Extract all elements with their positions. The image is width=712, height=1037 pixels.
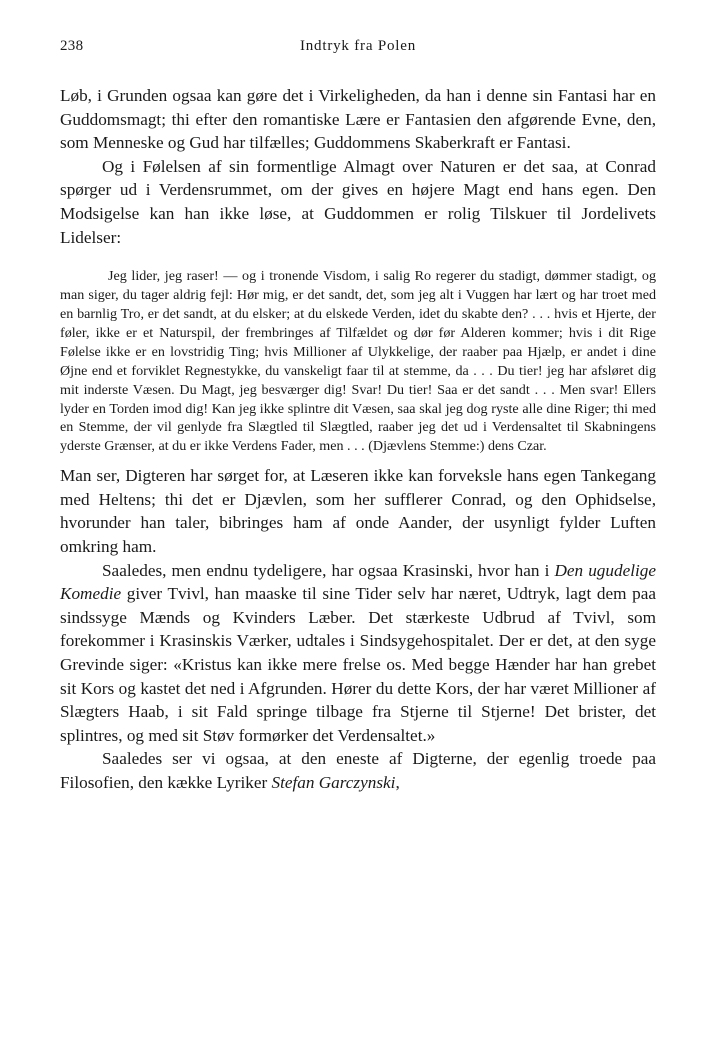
page-number: 238: [60, 38, 84, 54]
paragraph-5-text-b: ,: [395, 772, 400, 792]
poet-name: Stefan Garczynski: [271, 772, 396, 792]
page-body: [60, 84, 656, 795]
page-header: [60, 38, 656, 62]
block-quote: Jeg lider, jeg raser! — og i tronende Visdom, i salig Ro regerer du stadigt, dømmer stadigt, og man siger, du tager aldrig fejl: Hør mig, er det sandt, det, som jeg alt i Vuggen har lært og har troet med en barnlig Tro, er det sandt, at du elsker; at du elskede Verden, idet du skabte den? . . . hvis et Hjerte, der føler, ikke er et Naturspil, der frembringes af Tilfældet og dør før Alderen kommer; hvis i dit Rige Følelse ikke er en lovstridig Ting; hvis Millioner af Ulykkelige, der raaber paa Hjælp, er andet i dine Øjne end et forviklet Regnestykke, du vanskeligt faar til at stemme, da . . . Du tier! jeg har afsløret dig mit inderste Væsen. Du Magt, jeg besværger dig! Svar! Du tier! Saa er det sandt . . . Men svar! Ellers lyder en Torden imod dig! Kan jeg ikke splintre dit Væsen, saa skal jeg dog ryste alle dine Riger; thi med en Stemme, der vil genlyde fra Slægtled til Slægtled, raaber jeg det ud i Verdensaltet til Skabningens yderste Grænser, at du er ikke Verdens Fader, men . . . (Djævlens Stemme:) dens Czar.: [60, 268, 656, 455]
paragraph-4-text-b: giver Tvivl, han maaske til sine Tider selv har næret, Udtryk, lagt dem paa sindssyge Mænds og Kvinders Læber. Det stærkeste Udbrud af Tvivl, som forekommer i Krasinskis Værker, udtales i Sindsygehospitalet. Der er det, at den syge Grevinde siger: «Kristus kan ikke mere frelse os. Med begge Hænder har han grebet sit Kors og kastet det ned i Afgrunden. Hører du dette Kors, der har været Millioner af Slægters Haab, i sit Fald springe tilbage fra Stjerne til Stjerne! Det brister, det splintres, og med sit Støv formørker det Verdensaltet.»: [60, 584, 656, 745]
paragraph-5-text-a: Saaledes ser vi ogsaa, at den eneste af Digterne, der egenlig troede paa Filosofien, den kække Lyriker: [60, 749, 656, 792]
paragraph-4-text-a: Saaledes, men endnu tydeligere, har ogsaa Krasinski, hvor han i: [102, 560, 555, 580]
paragraph-2: Og i Følelsen af sin formentlige Almagt over Naturen er det saa, at Conrad spørger ud i Verdensrummet, om der gives en højere Magt end hans egen. Den Modsigelse kan han ikke løse, at Guddommen er rolig Tilskuer til Jordelivets Lidelser:: [60, 156, 656, 247]
running-title: Indtryk fra Polen: [299, 38, 417, 54]
work-title: Den ugudelige Komedie: [60, 560, 656, 604]
paragraph-1: Løb, i Grunden ogsaa kan gøre det i Virkeligheden, da han i denne sin Fantasi har en Guddomsmagt; thi efter den romantiske Lære er Fantasien den afgørende Evne, den, som Menneske og Gud har tilfælles; Guddommens Skaberkraft er Fantasi.: [60, 86, 656, 153]
paragraph-5: [60, 747, 656, 794]
paragraph-4: [60, 559, 656, 748]
paragraph-3: Man ser, Digteren har sørget for, at Læseren ikke kan forveksle hans egen Tankegang med Heltens; thi det er Djævlen, som her sufflerer Conrad, og den Ophidselse, hvorunder han taler, bibringes ham af onde Aander, der usynligt fylder Luften omkring ham.: [60, 466, 656, 556]
